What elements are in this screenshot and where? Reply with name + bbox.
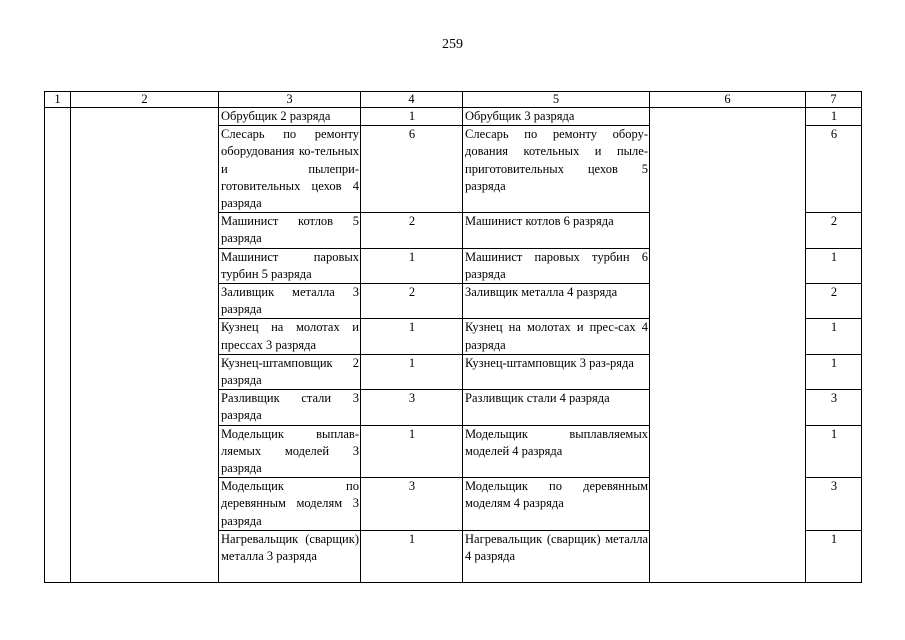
target-position-cell: Кузнец на молотах и прес-сах 4 разряда xyxy=(463,319,650,354)
current-count-cell: 1 xyxy=(361,248,463,283)
target-position-cell: Модельщик выплавляемых моделей 4 разряда xyxy=(463,425,650,478)
table-row xyxy=(45,108,862,126)
target-position-cell: Кузнец-штамповщик 3 раз-ряда xyxy=(463,354,650,389)
staff-table xyxy=(44,91,862,583)
page-number: 259 xyxy=(442,37,463,52)
target-count-cell: 6 xyxy=(806,126,862,213)
target-count-cell: 2 xyxy=(806,284,862,319)
current-position-cell: Машинист паровых турбин 5 разряда xyxy=(219,248,361,283)
column-header: 5 xyxy=(463,92,650,108)
current-count-cell: 1 xyxy=(361,108,463,126)
target-count-cell: 3 xyxy=(806,390,862,425)
column-2-cell xyxy=(71,108,219,583)
target-count-cell: 2 xyxy=(806,213,862,248)
column-header: 4 xyxy=(361,92,463,108)
target-count-cell: 1 xyxy=(806,354,862,389)
target-position-cell: Машинист паровых турбин 6 разряда xyxy=(463,248,650,283)
column-header: 3 xyxy=(219,92,361,108)
current-position-cell: Разливщик стали 3 разряда xyxy=(219,390,361,425)
current-position-cell: Обрубщик 2 разряда xyxy=(219,108,361,126)
current-position-cell: Нагревальщик (сварщик) металла 3 разряда xyxy=(219,530,361,582)
current-count-cell: 2 xyxy=(361,213,463,248)
target-position-cell: Нагревальщик (сварщик) металла 4 разряда xyxy=(463,530,650,582)
current-count-cell: 1 xyxy=(361,425,463,478)
current-count-cell: 6 xyxy=(361,126,463,213)
column-header: 7 xyxy=(806,92,862,108)
target-count-cell: 1 xyxy=(806,425,862,478)
column-6-cell xyxy=(650,108,806,583)
column-1-cell xyxy=(45,108,71,583)
target-position-cell: Заливщик металла 4 разряда xyxy=(463,284,650,319)
target-count-cell: 1 xyxy=(806,319,862,354)
target-position-cell: Разливщик стали 4 разряда xyxy=(463,390,650,425)
current-position-cell: Кузнец на молотах и прессах 3 разряда xyxy=(219,319,361,354)
target-count-cell: 1 xyxy=(806,530,862,582)
column-header: 6 xyxy=(650,92,806,108)
current-position-cell: Кузнец-штамповщик 2 разряда xyxy=(219,354,361,389)
current-position-cell: Заливщик металла 3 разряда xyxy=(219,284,361,319)
target-count-cell: 3 xyxy=(806,478,862,531)
current-count-cell: 1 xyxy=(361,354,463,389)
column-header: 2 xyxy=(71,92,219,108)
target-count-cell: 1 xyxy=(806,108,862,126)
target-position-cell: Обрубщик 3 разряда xyxy=(463,108,650,126)
current-count-cell: 1 xyxy=(361,319,463,354)
current-count-cell: 3 xyxy=(361,478,463,531)
table-header-row xyxy=(45,92,862,108)
current-position-cell: Слесарь по ремонту оборудования ко-тельных и пылепри-готовительных цехов 4 разряда xyxy=(219,126,361,213)
current-position-cell: Модельщик выплав-ляемых моделей 3 разряда xyxy=(219,425,361,478)
target-position-cell: Слесарь по ремонту обору-дования котельных и пыле-приготовительных цехов 5 разряда xyxy=(463,126,650,213)
target-count-cell: 1 xyxy=(806,248,862,283)
target-position-cell: Модельщик по деревянным моделям 4 разряда xyxy=(463,478,650,531)
current-position-cell: Модельщик по деревянным моделям 3 разряда xyxy=(219,478,361,531)
column-header: 1 xyxy=(45,92,71,108)
target-position-cell: Машинист котлов 6 разряда xyxy=(463,213,650,248)
current-count-cell: 3 xyxy=(361,390,463,425)
current-position-cell: Машинист котлов 5 разряда xyxy=(219,213,361,248)
current-count-cell: 2 xyxy=(361,284,463,319)
current-count-cell: 1 xyxy=(361,530,463,582)
